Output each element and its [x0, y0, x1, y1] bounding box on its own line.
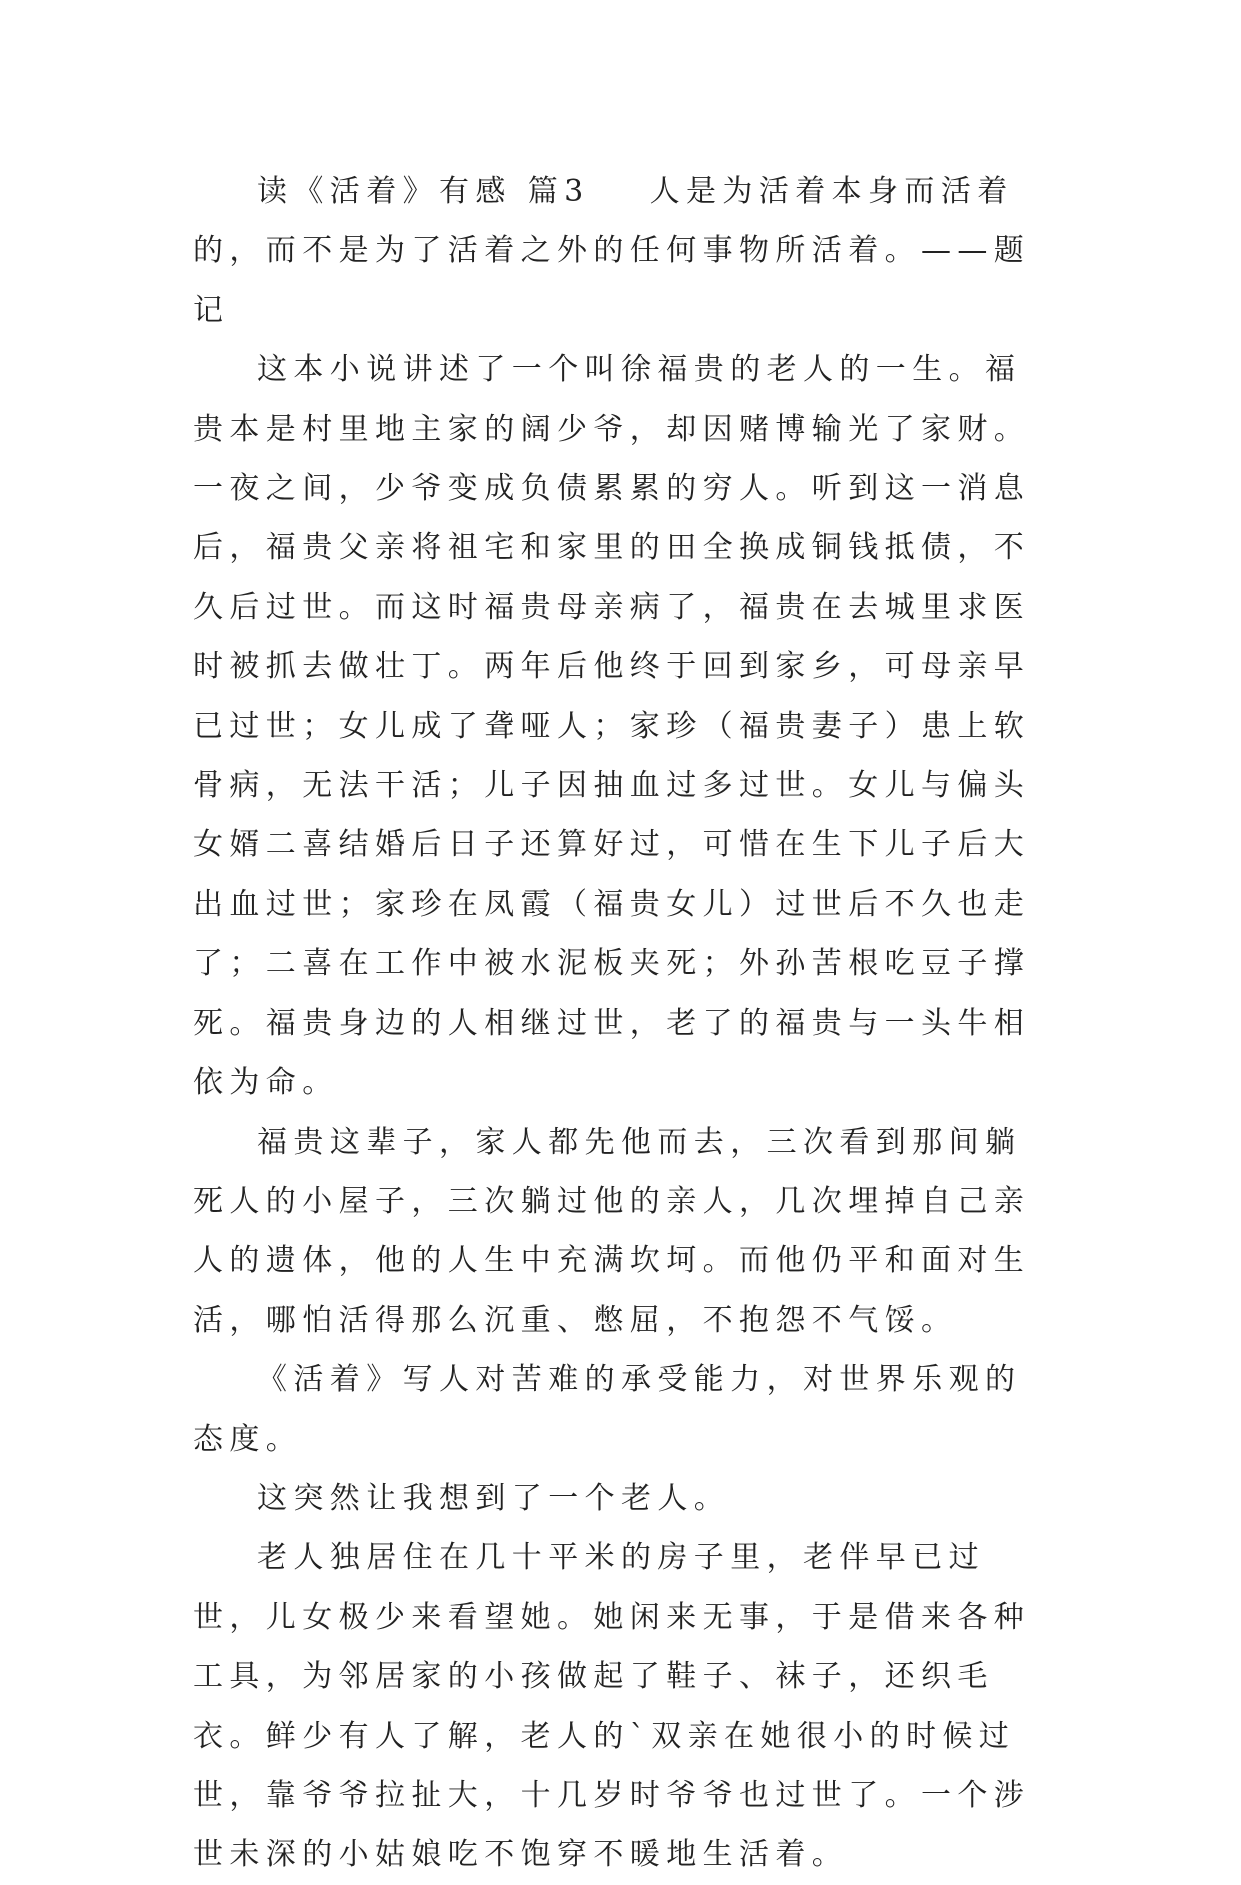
article-heading: 读《活着》有感 篇3 — [257, 174, 590, 209]
paragraph-summary: 这本小说讲述了一个叫徐福贵的老人的一生。福贵本是村里地主家的阔少爷，却因赌博输光了家财。一夜之间，少爷变成负债累累的穷人。听到这一消息后，福贵父亲将祖宅和家里的田全换成铜钱抵债，不久后过世。而这时福贵母亲病了，福贵在去城里求医时被抓去做壮丁。两年后他终于回到家乡，可母亲早已过世；女儿成了聋哑人；家珍（福贵妻子）患上软骨病，无法干活；儿子因抽血过多过世。女儿与偏头女婿二喜结婚后日子还算好过，可惜在生下儿子后大出血过世；家珍在凤霞（福贵女儿）过世后不久也走了；二喜在工作中被水泥板夹死；外孙苦根吃豆子撑死。福贵身边的人相继过世，老了的福贵与一头牛相依为命。 — [193, 352, 1031, 1101]
paragraph-theme: 《活着》写人对苦难的承受能力，对世界乐观的态度。 — [193, 1362, 1022, 1457]
paragraph-old-woman: 老人独居住在几十平米的房子里，老伴早已过世，儿女极少来看望她。她闲来无事，于是借来各种工具，为邻居家的小孩做起了鞋子、袜子，还织毛衣。鲜少有人了解，老人的`双亲在她很小的时候过世，靠爷爷拉扯大，十几岁时爷爷也过世了。一个涉世未深的小姑娘吃不饱穿不暖地生活着。 — [193, 1540, 1031, 1873]
article-body — [193, 162, 1053, 1885]
paragraph-transition: 这突然让我想到了一个老人。 — [257, 1480, 731, 1516]
paragraph-reflection: 福贵这辈子，家人都先他而去，三次看到那间躺死人的小屋子，三次躺过他的亲人，几次埋掉自己亲人的遗体，他的人生中充满坎坷。而他仍平和面对生活，哪怕活得那么沉重、憋屈，不抱怨不气馁。 — [193, 1124, 1031, 1338]
epigraph-text: 人是为活着本身而活着的，而不是为了活着之外的任何事物所活着。——题记 — [193, 174, 1031, 328]
paragraph-heading — [193, 162, 1053, 340]
